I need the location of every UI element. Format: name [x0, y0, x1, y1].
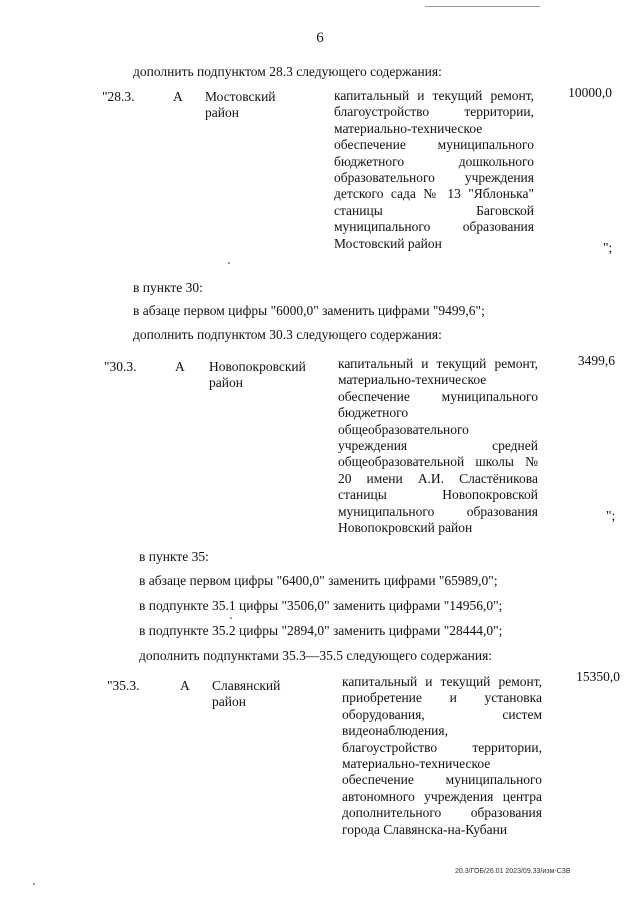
scan-speck — [33, 883, 35, 885]
paragraph-replace-35-1: в подпункте 35.1 цифры "3506,0" заменить цифрами "14956,0"; — [139, 598, 503, 613]
entry-amount: 15350,0 — [576, 669, 620, 684]
entry-number: "28.3. — [102, 89, 135, 104]
district-line-1: Мостовский — [205, 89, 276, 104]
entry-letter: А — [175, 359, 185, 374]
entry-description: капитальный и текущий ремонт, благоустройство территории, материально-техническое обеспечение муниципального бюджетного дошкольного образовательного учреждения детского сада № 13 "Яблонька" станицы Баговской муниципального образования Мостовский район — [334, 88, 534, 251]
entry-letter: А — [173, 89, 183, 104]
paragraph-replace-35: в абзаце первом цифры "6400,0" заменить цифрами "65989,0"; — [139, 573, 498, 588]
paragraph-add-28-3: дополнить подпунктом 28.3 следующего содержания: — [133, 64, 442, 79]
district-line-2: район — [212, 694, 246, 709]
entry-description: капитальный и текущий ремонт, приобретение и установка оборудования, систем видеонаблюдения, благоустройство территории, материально-техническое обеспечение муниципального автономного учреждения центра дополнительного образования города Славянска-на-Кубани — [342, 674, 542, 837]
paragraph-add-35-3-35-5: дополнить подпунктами 35.3—35.5 следующего содержания: — [139, 648, 493, 663]
entry-amount: 10000,0 — [568, 85, 612, 100]
scan-speck — [230, 617, 232, 619]
entry-amount: 3499,6 — [577, 353, 615, 368]
entry-description: капитальный и текущий ремонт, материально-техническое обеспечение муниципального бюджетного общеобразовательного учреждения средней общеобразовательной школы № 20 имени А.И. Сластёникова станицы Новопокровской муниципального образования Новопокровский район — [338, 356, 538, 536]
entry-district — [212, 678, 280, 710]
entry-closing-quote: "; — [603, 240, 613, 255]
entry-number: "35.3. — [107, 678, 140, 693]
paragraph-replace-35-2: в подпункте 35.2 цифры "2894,0" заменить цифрами "28444,0"; — [139, 623, 503, 638]
scan-speck — [228, 262, 230, 264]
entry-closing-quote: "; — [606, 508, 616, 523]
top-rule — [425, 6, 540, 7]
district-line-1: Новопокровский — [209, 359, 306, 374]
entry-letter: А — [180, 678, 190, 693]
entry-number: "30.3. — [104, 359, 137, 374]
page-number: 6 — [316, 30, 324, 46]
district-line-2: район — [205, 105, 239, 120]
district-line-1: Славянский — [212, 678, 281, 693]
paragraph-in-point-30: в пункте 30: — [133, 280, 203, 295]
entry-district — [209, 359, 306, 391]
footer-document-code: 20.3/ГОБ/26.01 2023/09.33/изм-СЗВ — [455, 868, 571, 875]
paragraph-add-30-3: дополнить подпунктом 30.3 следующего содержания: — [133, 327, 442, 342]
district-line-2: район — [209, 375, 243, 390]
paragraph-in-point-35: в пункте 35: — [139, 549, 209, 564]
entry-district — [205, 89, 276, 121]
paragraph-replace-30: в абзаце первом цифры "6000,0" заменить цифрами "9499,6"; — [133, 303, 485, 318]
